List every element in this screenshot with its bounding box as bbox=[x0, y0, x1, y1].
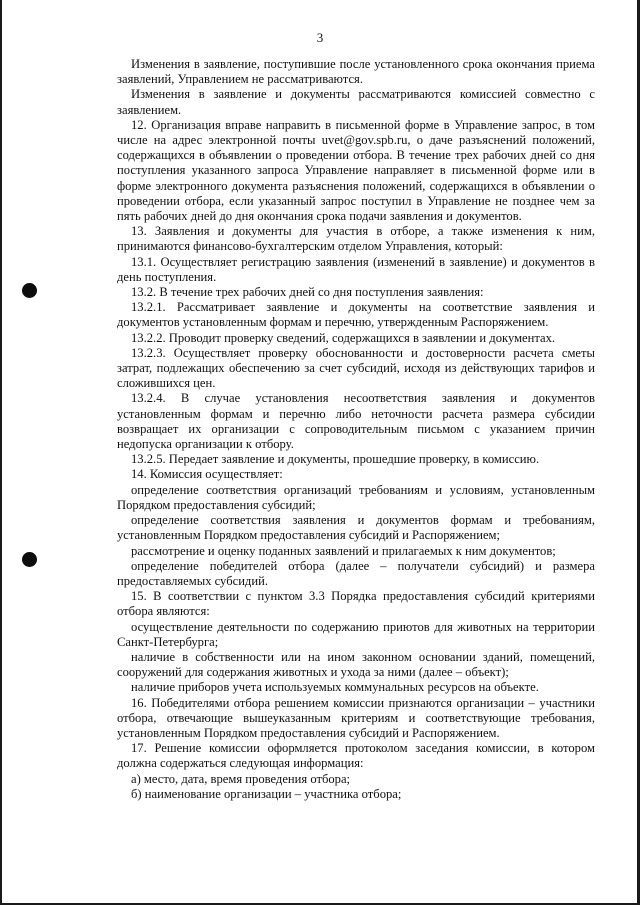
paragraph: б) наименование организации – участника отбора; bbox=[131, 786, 402, 801]
paragraph: 13.1. Осуществляет регистрацию заявления (изменений в заявление) и документов в день поступления. bbox=[117, 254, 595, 284]
paragraph: определение победителей отбора (далее – получатели субсидий) и размера предоставляемых субсидий. bbox=[117, 558, 595, 588]
paragraph: 13.2.4. В случае установления несоответствия заявления и документов установленным формам и перечню либо неточности расчета размера субсидии возвращает их организации с сопроводительным письмом с указанием причин недопуска организации к отбору. bbox=[117, 391, 595, 452]
document-body bbox=[117, 57, 595, 802]
paragraph: Изменения в заявление, поступившие после установленного срока окончания приема заявлений, Управлением не рассматриваются. bbox=[117, 57, 595, 87]
scan-edge-left bbox=[0, 0, 2, 905]
paragraph: 13.2.5. Передает заявление и документы, прошедшие проверку, в комиссию. bbox=[131, 452, 540, 467]
paragraph: определение соответствия заявления и документов формам и требованиям, установленным Порядком предоставления субсидий и Распоряжением; bbox=[117, 513, 595, 543]
paragraph: 13. Заявления и документы для участия в отборе, а также изменения к ним, принимаются финансово-бухгалтерским отделом Управления, который: bbox=[117, 224, 595, 254]
paragraph: Изменения в заявление и документы рассматриваются комиссией совместно с заявлением. bbox=[117, 87, 595, 117]
page-number: 3 bbox=[316, 30, 324, 45]
paragraph: осуществление деятельности по содержанию приютов для животных на территории Санкт-Петербурга; bbox=[117, 619, 595, 649]
punch-hole bbox=[22, 552, 37, 567]
paragraph: 15. В соответствии с пунктом 3.3 Порядка предоставления субсидий критериями отбора являются: bbox=[117, 589, 595, 619]
paragraph: рассмотрение и оценку поданных заявлений и прилагаемых к ним документов; bbox=[131, 543, 556, 558]
paragraph: 16. Победителями отбора решением комиссии признаются организации – участники отбора, отвечающие вышеуказанным критериям и соответствующие требования, установленным Порядком предоставления субсидий и Распоряжением. bbox=[117, 695, 595, 740]
paragraph: а) место, дата, время проведения отбора; bbox=[131, 771, 351, 786]
paragraph: 13.2. В течение трех рабочих дней со дня поступления заявления: bbox=[131, 285, 484, 300]
paragraph: 13.2.2. Проводит проверку сведений, содержащихся в заявлении и документах. bbox=[131, 330, 556, 345]
paragraph: наличие приборов учета используемых коммунальных ресурсов на объекте. bbox=[131, 680, 539, 695]
paragraph: 14. Комиссия осуществляет: bbox=[131, 467, 283, 482]
paragraph: определение соответствия организаций требованиям и условиям, установленным Порядком предоставления субсидий; bbox=[117, 482, 595, 512]
paragraph: наличие в собственности или на ином законном основании зданий, помещений, сооружений для содержания животных и ухода за ними (далее – объект); bbox=[117, 649, 595, 680]
paragraph: 13.2.3. Осуществляет проверку обоснованности и достоверности расчета сметы затрат, подлежащих обеспечению за счет субсидий, исходя из действующих тарифов и сложившихся цен. bbox=[117, 345, 595, 391]
paragraph: 12. Организация вправе направить в письменной форме в Управление запрос, в том числе на адрес электронной почты uvet@gov.spb.ru, о даче разъяснений положений, содержащихся в объявлении о проведении отбора. В течение трех рабочих дней со дня поступления указанного запроса Управление направляет в письменной форме или в форме электронного документа разъяснения положений, содержащихся в объявлении о проведении отбора, если указанный запрос поступил в Управление не позднее чем за пять рабочих дней до дня окончания срока подачи заявления и документов. bbox=[117, 117, 595, 224]
punch-hole bbox=[22, 283, 37, 298]
paragraph: 13.2.1. Рассматривает заявление и документы на соответствие заявления и документов установленным формам и перечню, утвержденным Распоряжением. bbox=[117, 300, 595, 330]
paragraph: 17. Решение комиссии оформляется протоколом заседания комиссии, в котором должна содержаться следующая информация: bbox=[117, 741, 595, 771]
